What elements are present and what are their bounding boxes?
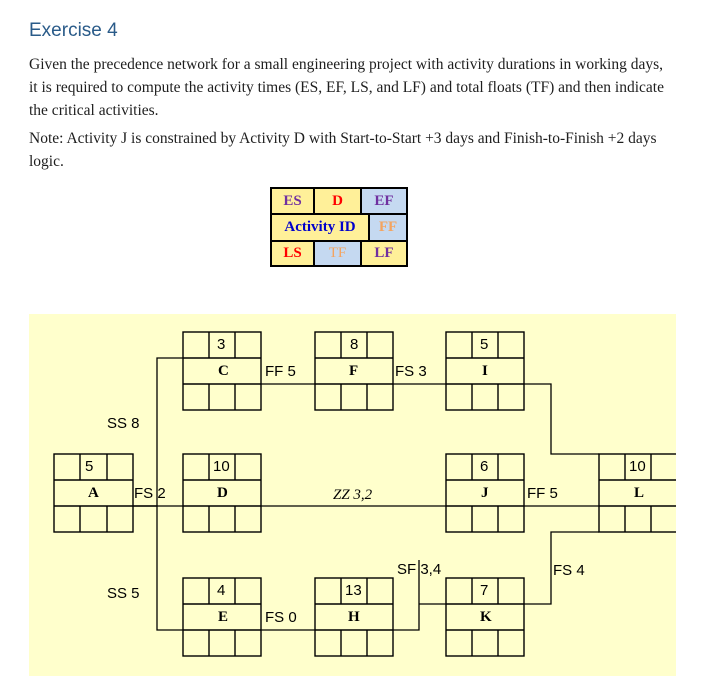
- duration-j: 6: [480, 458, 489, 475]
- activity-id-l: L: [634, 485, 645, 501]
- duration-f: 8: [350, 336, 359, 353]
- activity-id-h: H: [348, 609, 360, 625]
- problem-note: Note: Activity J is constrained by Activity D with Start-to-Start +3 days and Finish-to-Finish +2 days logic.: [29, 130, 657, 170]
- duration-d: 10: [213, 458, 230, 475]
- node-legend: [270, 187, 408, 267]
- activity-id-a: A: [88, 485, 99, 501]
- activity-id-j: J: [481, 485, 489, 501]
- relation-ff5-j-l: FF 5: [527, 485, 558, 502]
- legend-ef: EF: [362, 189, 406, 215]
- link-a-e: [133, 506, 183, 630]
- relation-ss8: SS 8: [107, 415, 140, 432]
- link-a-c: [133, 358, 183, 506]
- problem-statement: Given the precedence network for a small engineering project with activity durations in working days, it is required to compute the activity times (ES, EF, LS, and LF) and total floats (TF) and then indicate the critical activities.: [29, 56, 664, 119]
- relation-zz: ZZ 3,2: [333, 487, 373, 503]
- relation-fs4: FS 4: [553, 562, 585, 579]
- activity-id-e: E: [218, 609, 229, 625]
- relation-fs3: FS 3: [395, 363, 427, 380]
- duration-h: 13: [345, 582, 362, 599]
- legend-es: ES: [272, 189, 315, 215]
- activity-id-d: D: [217, 485, 228, 501]
- relation-ss5: SS 5: [107, 585, 140, 602]
- activity-id-f: F: [349, 363, 359, 379]
- legend-lf: LF: [362, 242, 406, 265]
- activity-id-k: K: [480, 609, 492, 625]
- duration-c: 3: [217, 336, 226, 353]
- duration-e: 4: [217, 582, 226, 599]
- activity-id-c: C: [218, 363, 229, 379]
- legend-activity-id: Activity ID: [272, 215, 370, 242]
- duration-a: 5: [85, 458, 94, 475]
- activity-id-i: I: [482, 363, 488, 379]
- relation-fs2: FS 2: [134, 485, 166, 502]
- relation-fs0: FS 0: [265, 609, 297, 626]
- legend-ls: LS: [272, 242, 315, 265]
- legend-ff: FF: [370, 215, 406, 242]
- duration-k: 7: [480, 582, 489, 599]
- precedence-network: [29, 314, 676, 676]
- link-i-l: [524, 384, 599, 454]
- legend-tf: TF: [315, 242, 362, 265]
- legend-duration: D: [315, 189, 362, 215]
- duration-l: 10: [629, 458, 646, 475]
- duration-i: 5: [480, 336, 489, 353]
- relation-ff5-c-f: FF 5: [265, 363, 296, 380]
- exercise-title: Exercise 4: [29, 20, 118, 41]
- relation-sf34: SF 3,4: [397, 561, 442, 578]
